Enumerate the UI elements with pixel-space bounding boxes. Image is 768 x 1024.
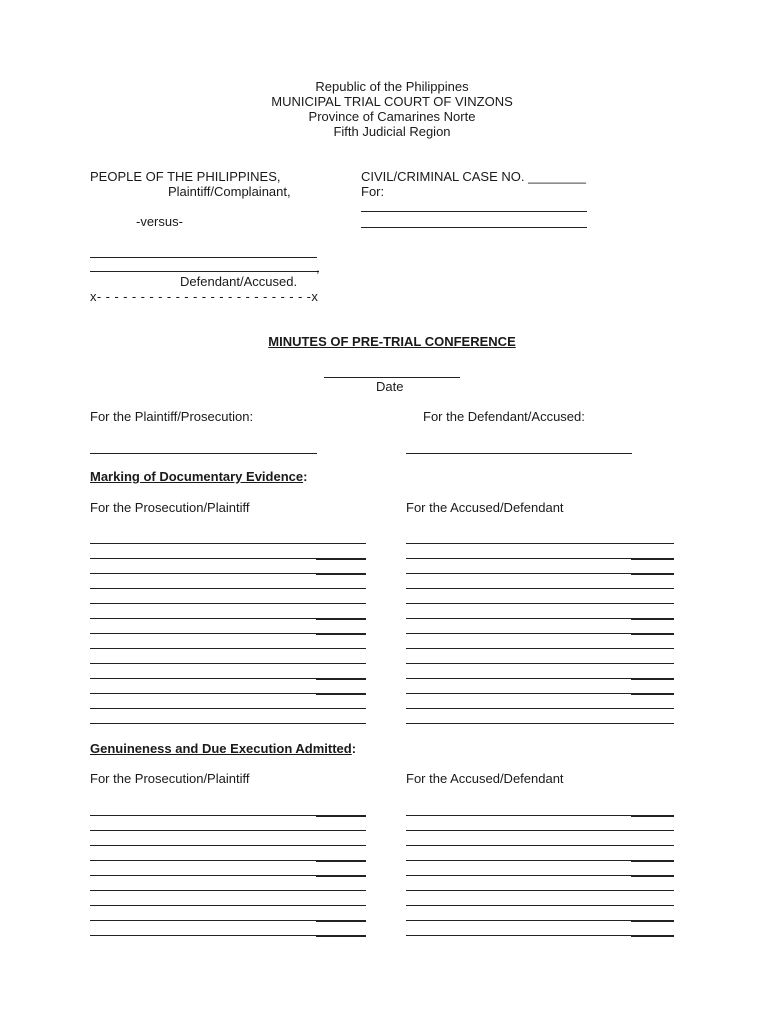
defendant-comma: , xyxy=(316,260,320,275)
marking-accused-exhibit-mark-line xyxy=(631,634,674,635)
plaintiff-role-label: Plaintiff/Complainant, xyxy=(168,184,291,199)
marking-prosecution-exhibit-mark-line xyxy=(316,694,366,695)
defendant-role-label: Defendant/Accused. xyxy=(180,274,298,289)
marking-prosecution-exhibit-mark-line xyxy=(316,679,366,680)
marking-prosecution-line xyxy=(90,543,366,544)
court-name: MUNICIPAL TRIAL COURT OF VINZONS xyxy=(271,94,513,109)
region-name: Fifth Judicial Region xyxy=(333,124,451,139)
case-number-label: CIVIL/CRIMINAL CASE NO. ________ xyxy=(361,169,586,184)
genuineness-accused-line xyxy=(406,845,674,846)
genuineness-prosecution-exhibit-mark-line xyxy=(316,876,366,877)
marking-accused-line xyxy=(406,588,674,589)
genuineness-prosecution-line xyxy=(90,830,366,831)
defendant-appearance-line xyxy=(406,453,632,454)
marking-accused-exhibit-mark-line xyxy=(631,619,674,620)
marking-prosecution-line xyxy=(90,663,366,664)
date-line xyxy=(324,377,460,378)
genuineness-accused-exhibit-mark-line xyxy=(631,861,674,862)
marking-accused-exhibit-mark-line xyxy=(631,679,674,680)
marking-heading-colon: : xyxy=(303,469,308,484)
marking-prosecution-line xyxy=(90,603,366,604)
genuineness-accused-line xyxy=(406,890,674,891)
date-label: Date xyxy=(376,379,404,394)
marking-accused-exhibit-mark-line xyxy=(631,574,674,575)
document-title: MINUTES OF PRE-TRIAL CONFERENCE xyxy=(268,334,516,349)
marking-prosecution-exhibit-mark-line xyxy=(316,559,366,560)
province-name: Province of Camarines Norte xyxy=(308,109,476,124)
genuineness-accused-exhibit-mark-line xyxy=(631,921,674,922)
marking-accused-label: For the Accused/Defendant xyxy=(406,500,564,515)
genuineness-prosecution-line xyxy=(90,905,366,906)
marking-prosecution-label: For the Prosecution/Plaintiff xyxy=(90,500,250,515)
for-line-2 xyxy=(361,227,587,228)
genuineness-accused-exhibit-mark-line xyxy=(631,936,674,937)
people-label: PEOPLE OF THE PHILIPPINES, xyxy=(90,169,281,184)
genuineness-prosecution-line xyxy=(90,845,366,846)
plaintiff-appearance-line xyxy=(90,453,317,454)
marking-accused-line xyxy=(406,708,674,709)
marking-prosecution-exhibit-mark-line xyxy=(316,634,366,635)
defendant-appearance-label: For the Defendant/Accused: xyxy=(423,409,585,424)
marking-accused-line xyxy=(406,723,674,724)
genuineness-accused-line xyxy=(406,905,674,906)
marking-prosecution-line xyxy=(90,708,366,709)
genuineness-accused-label: For the Accused/Defendant xyxy=(406,771,564,786)
genuineness-prosecution-exhibit-mark-line xyxy=(316,936,366,937)
marking-heading xyxy=(90,469,307,484)
genuineness-heading xyxy=(90,741,356,756)
marking-prosecution-line xyxy=(90,648,366,649)
defendant-name-line-2 xyxy=(90,271,319,272)
genuineness-prosecution-exhibit-mark-line xyxy=(316,816,366,817)
republic-header: Republic of the Philippines xyxy=(315,79,469,94)
marking-heading-text: Marking of Documentary Evidence xyxy=(90,469,304,484)
marking-accused-exhibit-mark-line xyxy=(631,694,674,695)
marking-prosecution-line xyxy=(90,723,366,724)
for-line-1 xyxy=(361,211,587,212)
marking-prosecution-exhibit-mark-line xyxy=(316,574,366,575)
genuineness-heading-text: Genuineness and Due Execution Admitted xyxy=(90,741,352,756)
genuineness-accused-line xyxy=(406,830,674,831)
plaintiff-appearance-label: For the Plaintiff/Prosecution: xyxy=(90,409,254,424)
marking-accused-exhibit-mark-line xyxy=(631,559,674,560)
marking-accused-line xyxy=(406,648,674,649)
for-label: For: xyxy=(361,184,385,199)
versus-label: -versus- xyxy=(136,214,183,229)
marking-accused-line xyxy=(406,663,674,664)
marking-prosecution-line xyxy=(90,588,366,589)
marking-accused-line xyxy=(406,603,674,604)
genuineness-prosecution-label: For the Prosecution/Plaintiff xyxy=(90,771,250,786)
genuineness-accused-exhibit-mark-line xyxy=(631,816,674,817)
marking-accused-line xyxy=(406,543,674,544)
genuineness-prosecution-exhibit-mark-line xyxy=(316,861,366,862)
marking-prosecution-exhibit-mark-line xyxy=(316,619,366,620)
defendant-name-line-1 xyxy=(90,257,317,258)
genuineness-heading-colon: : xyxy=(351,741,357,756)
genuineness-prosecution-line xyxy=(90,890,366,891)
genuineness-prosecution-exhibit-mark-line xyxy=(316,921,366,922)
genuineness-accused-exhibit-mark-line xyxy=(631,876,674,877)
caption-separator: x- - - - - - - - - - - - - - - - - - - - - - - - -x xyxy=(90,289,319,304)
